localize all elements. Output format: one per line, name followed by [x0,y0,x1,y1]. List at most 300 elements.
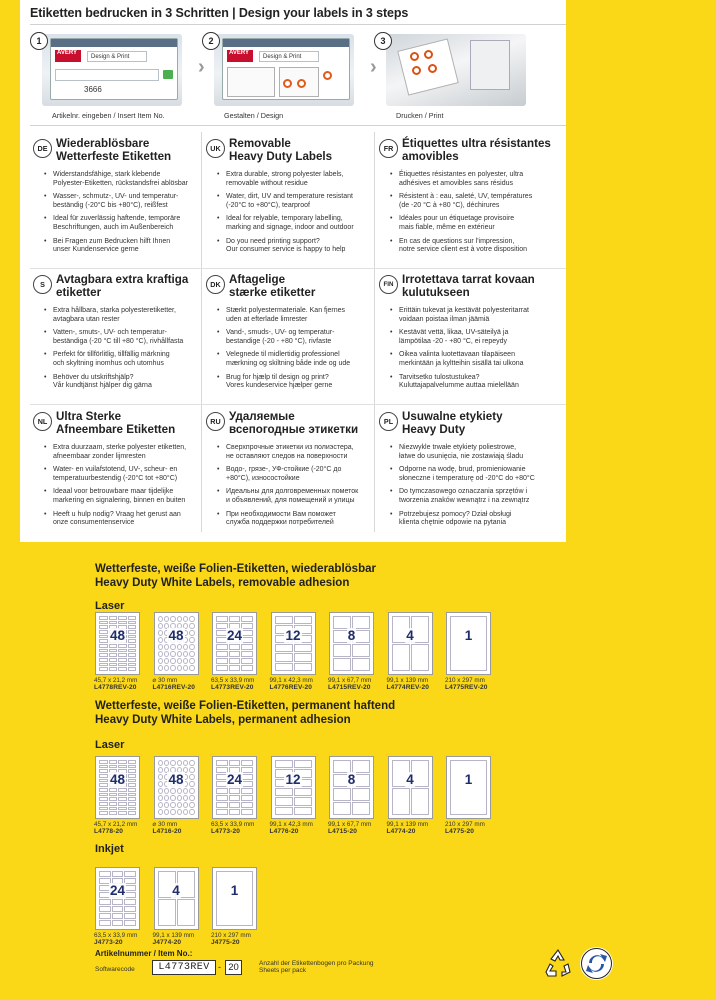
label-cell [189,760,194,766]
label-cell [99,649,108,653]
lang-title: Irrotettava tarrat kovaan kulutukseen [402,273,535,299]
labels-per-sheet: 8 [347,772,356,787]
sheet-meta [94,677,154,692]
label-dot-icon [297,79,306,88]
label-cell [109,658,118,662]
label-cell [164,760,169,766]
label-cell [216,795,228,801]
label-grid [158,616,195,671]
product-code: L4715REV-20 [328,684,371,692]
lang-title: Удаляемые всепогодные этикетки [229,410,359,436]
label-cell [118,621,127,625]
labels-per-sheet: 48 [109,772,126,787]
label-cell [216,665,228,671]
list-item: • Extra hållbara, starka polyesteretiketter, avtagbara utan rester [44,307,183,325]
label-cell [275,788,293,796]
label-cell [118,811,127,815]
label-grid [99,871,136,926]
label-cell [275,807,293,815]
label-cell [170,644,175,650]
label-dot-icon [323,71,332,80]
label-size: 210 x 297 mm [445,677,485,684]
label-grid [99,616,136,671]
product-code: L4775-20 [445,828,475,836]
label-grid [275,616,312,671]
label-cell [99,913,111,919]
label-grid [333,616,370,671]
list-item: • Water, dirt, UV and temperature resistant (-20°C to +80°C), tearproof [217,193,354,211]
label-cell [118,788,127,792]
label-cell [158,899,176,926]
label-cell [333,658,351,671]
list-item: • Сверхпрочные этикетки из полиэстера, не оставляют следов на поверхности [217,444,358,462]
label-size: 63,5 x 33,9 mm [211,677,255,684]
step-1-screenshot [42,34,182,106]
label-cell [118,653,127,657]
labels-per-sheet: 8 [347,628,356,643]
label-cell [128,616,137,620]
list-item: • Stærkt polyestermateriale. Kan fjernes uden at efterlade limrester [217,307,350,325]
labels-per-sheet: 48 [168,772,184,787]
label-cell [241,644,253,650]
label-cell [170,658,175,664]
sheets-per-pack-value: 20 [225,960,242,975]
divider [201,132,202,532]
sheet-meta [211,821,271,836]
website-mockup [50,38,178,100]
label-cell [118,807,127,811]
label-cell [229,802,241,808]
label-cell [109,811,118,815]
labels-per-sheet: 1 [230,883,239,898]
product-code: L4776REV-20 [269,684,313,692]
list-item: • При необходимости Вам поможет служба поддержки потребителей [217,511,358,529]
label-cell [109,807,118,811]
label-cell [352,644,370,657]
label-cell [118,802,127,806]
label-sheet-thumbnail [212,612,257,675]
label-cell [118,658,127,662]
label-cell [99,797,108,801]
label-cell [118,765,127,769]
label-cell [164,616,169,622]
label-cell [294,797,312,805]
bullet-list [44,171,188,260]
labels-per-sheet: 1 [464,772,473,787]
label-cell [128,663,137,667]
go-button-icon [163,70,173,79]
label-cell [229,809,241,815]
chevron-right-icon: › [370,56,377,78]
label-cell [109,663,118,667]
label-cell [109,765,118,769]
label-cell [112,920,124,926]
label-cell [112,871,124,877]
labels-per-sheet: 4 [406,772,414,787]
label-cell [118,649,127,653]
lang-title: Wiederablösbare Wetterfeste Etiketten [56,137,172,163]
label-sheet-thumbnail [329,612,374,675]
label-cell [189,788,194,794]
label-cell [128,788,137,792]
label-cell [275,653,293,661]
label-size: 45,7 x 21,2 mm [94,677,138,684]
lang-badge: RU [206,412,225,431]
label-cell [216,802,228,808]
step-3 [374,30,544,108]
softwarecode-label: Softwarecode [95,966,135,973]
label-size: 99,1 x 67,7 mm [328,821,372,828]
label-cell [99,807,108,811]
label-cell [99,621,108,625]
label-sheet-thumbnail [271,612,316,675]
label-cell [177,788,182,794]
label-cell [352,658,370,671]
label-cell [158,651,163,657]
label-cell [109,644,118,648]
label-cell [158,788,163,794]
step-number: 3 [374,32,392,50]
lang-badge: S [33,275,52,294]
print-type-label: Laser [95,600,125,612]
bullet-list [390,307,529,396]
section-title: Wetterfeste, weiße Folien-Etiketten, wiederablösbar Heavy Duty White Labels, removable adhesion [95,563,376,589]
label-cell [170,788,175,794]
green-dot-icon [580,947,613,980]
label-cell [99,760,108,764]
label-cell [275,663,293,671]
label-cell [128,644,137,648]
list-item: • Идеальны для долговременных пометок и объявлений, для помещений и улицы [217,488,358,506]
label-cell [216,871,253,926]
label-cell [229,651,241,657]
label-dot-icon [283,79,292,88]
label-cell [164,788,169,794]
list-item: • Extra duurzaam, sterke polyester etiketten, afneembaar zonder lijmresten [44,444,186,462]
label-cell [177,809,182,815]
label-cell [99,644,108,648]
sheet-meta [153,677,213,692]
label-cell [177,760,182,766]
list-item: • Ideaal voor betrouwbare maar tijdelijke markering en signalering, binnen en buiten [44,488,186,506]
product-code: L4773REV-20 [211,684,254,692]
label-cell [164,644,169,650]
label-cell [450,616,487,671]
labels-per-sheet: 4 [406,628,414,643]
label-dot-icon [428,64,437,73]
label-cell [109,788,118,792]
sheets-per-pack-label: Anzahl der Etikettenbogen pro Packung Sheets per pack [259,960,374,975]
label-cell [229,665,241,671]
list-item: • Potrzebujesz pomocy? Dział obsługi klienta chętnie odpowie na pytania [390,511,535,529]
label-cell [128,649,137,653]
label-size: 99,1 x 139 mm [152,932,195,939]
label-cell [275,797,293,805]
label-cell [275,760,293,768]
label-cell [183,809,188,815]
label-sheet-thumbnail [388,756,433,819]
label-cell [128,765,137,769]
label-cell [158,809,163,815]
lang-title: Aftagelige stærke etiketter [229,273,316,299]
label-cell [411,788,429,815]
list-item: • Extra durable, strong polyester labels, removable without residue [217,171,354,189]
website-mockup [222,38,350,100]
divider [30,24,566,25]
label-cell [109,621,118,625]
label-cell [189,644,194,650]
sheet-meta [445,821,505,836]
list-item: • Behöver du utskriftshjälp? Vår kundtjänst hjälper dig gärna [44,374,183,392]
label-cell [183,802,188,808]
label-dot-icon [410,52,419,61]
product-code: L4716REV-20 [152,684,196,692]
step-number: 1 [30,32,48,50]
label-cell [216,809,228,815]
list-item: • Heeft u hulp nodig? Vraag het gerust aan onze consumentenservice [44,511,186,529]
label-cell [294,788,312,796]
label-cell [183,658,188,664]
label-cell [241,802,253,808]
label-cell [170,760,175,766]
label-cell [333,644,351,657]
sheet-meta [211,932,271,947]
label-cell [177,658,182,664]
label-cell [158,665,163,671]
label-cell [99,871,111,877]
lang-title: Removable Heavy Duty Labels [229,137,333,163]
label-cell [229,760,241,766]
bullet-list [390,444,535,533]
label-size: 210 x 297 mm [445,821,485,828]
lang-badge: FIN [379,275,398,294]
label-cell [229,658,241,664]
label-cell [109,760,118,764]
label-cell [216,788,228,794]
label-cell [158,658,163,664]
label-cell [170,802,175,808]
label-cell [216,616,228,622]
label-cell [109,616,118,620]
label-cell [177,665,182,671]
label-sheet-thumbnail [271,756,316,819]
label-cell [189,809,194,815]
sheet-meta [270,677,330,692]
product-code: L4716-20 [152,828,182,836]
product-code: L4778-20 [94,828,124,836]
label-cell [183,644,188,650]
product-code: L4775REV-20 [445,684,488,692]
recycle-icon [542,948,574,978]
label-sheet-thumbnail [329,756,374,819]
steps-title: Etiketten bedrucken in 3 Schritten | Design your labels in 3 steps [30,6,409,20]
divider [374,132,375,532]
label-cell [183,651,188,657]
list-item: • Do you need printing support? Our consumer service is happy to help [217,238,354,256]
step-caption: Drucken / Print [396,111,444,120]
label-cell [128,658,137,662]
lang-badge: DK [206,275,225,294]
label-sheet-thumbnail [95,867,140,930]
label-cell [229,795,241,801]
product-code: L4774-20 [386,828,416,836]
label-cell [99,616,108,620]
label-cell [352,788,370,801]
step-number: 2 [202,32,220,50]
list-item: • Водо-, грязе-, УФ-стойкие (-20°C до +80°C), износостойкие [217,466,358,484]
list-item: • Brug for hjælp til design og print? Vores kundeservice hjælper gerne [217,374,350,392]
divider [30,125,566,126]
label-cell [333,802,351,815]
label-cell [177,802,182,808]
labels-per-sheet: 1 [464,628,473,643]
tab-label: Design & Print [87,51,147,62]
label-cell [170,809,175,815]
label-size: 63,5 x 33,9 mm [94,932,138,939]
label-cell [124,920,136,926]
label-cell [99,811,108,815]
label-cell [112,913,124,919]
label-cell [294,760,312,768]
list-item: • Erittäin tukevat ja kestävät polyesteritarrat voidaan poistaa ilman jäämiä [390,307,529,325]
label-sheet-thumbnail [446,612,491,675]
label-cell [177,795,182,801]
label-cell [170,665,175,671]
list-item: • Velegnede til midlertidig professionel mærkning og skiltning både inde og ude [217,351,350,369]
label-cell [183,616,188,622]
sheet-meta [328,821,388,836]
label-cell [216,644,228,650]
list-item: • Vand-, smuds-, UV- og temperatur- bestandige (-20 - +80 °C), rivfaste [217,329,350,347]
sheet-meta [94,821,154,836]
label-size: 99,1 x 42,3 mm [269,821,313,828]
label-cell [450,760,487,815]
label-cell [275,644,293,652]
label-cell [183,760,188,766]
label-cell [99,899,111,905]
softwarecode-value: L4773REV [152,960,216,975]
label-cell [216,651,228,657]
label-cell [99,802,108,806]
label-cell [109,667,118,671]
hand-icon [470,40,510,90]
label-cell [170,795,175,801]
label-cell [241,760,253,766]
label-cell [124,871,136,877]
label-cell [109,653,118,657]
label-grid [392,616,429,671]
item-no-value: 3666 [84,85,102,94]
lang-title: Usuwalne etykiety Heavy Duty [402,410,503,436]
list-item: • Water- en vuilafstotend, UV-, scheur- en temperatuurbestendig (-20°C tot +80°C) [44,466,186,484]
product-code: L4776-20 [269,828,299,836]
labels-per-sheet: 4 [172,883,180,898]
sheet-meta [153,932,213,947]
label-cell [241,616,253,622]
sheet-meta [445,677,505,692]
label-sheet-thumbnail [446,756,491,819]
sheet-meta [211,677,271,692]
label-sheet-thumbnail [388,612,433,675]
tab-label: Design & Print [259,51,319,62]
print-type-label: Laser [95,739,125,751]
label-cell [294,653,312,661]
product-code: L4773-20 [211,828,241,836]
label-cell [275,616,293,624]
bullet-list [44,444,186,533]
label-grid [333,760,370,815]
label-grid [275,760,312,815]
label-cell [128,653,137,657]
label-sheet-thumbnail [154,867,199,930]
label-grid [158,760,195,815]
bullet-list [390,171,532,260]
label-cell [99,663,108,667]
label-cell [158,760,163,766]
label-size: 63,5 x 33,9 mm [211,821,255,828]
label-cell [112,899,124,905]
list-item: • Ideal für zuverlässig haftende, temporäre Beschriftungen, auch im Außenbereich [44,215,188,233]
label-grid [99,760,136,815]
label-cell [158,795,163,801]
list-item: • Niezwykle trwałe etykiety poliestrowe, łatwe do usunięcia, nie zostawiają śladu [390,444,535,462]
label-sheet-thumbnail [95,756,140,819]
label-cell [158,644,163,650]
label-cell [158,616,163,622]
labels-per-sheet: 48 [168,628,184,643]
label-cell [112,906,124,912]
label-cell [216,760,228,766]
label-cell [294,644,312,652]
sheet-meta [270,821,330,836]
article-number-label: Artikelnummer / Item No.: [95,949,193,958]
list-item: • Idéales pour un étiquetage provisoire mais fiable, même en extérieur [390,215,532,233]
label-cell [189,616,194,622]
label-cell [99,667,108,671]
browser-bar [51,39,177,47]
label-cell [294,616,312,624]
lang-title: Ultra Sterke Afneembare Etiketten [56,410,176,436]
label-sheet-thumbnail [212,756,257,819]
label-cell [109,797,118,801]
label-cell [241,665,253,671]
label-sheet-thumbnail [95,612,140,675]
label-grid [450,616,487,671]
lang-badge: NL [33,412,52,431]
label-cell [109,802,118,806]
label-cell [164,809,169,815]
labels-per-sheet: 24 [226,772,243,787]
section-title: Wetterfeste, weiße Folien-Etiketten, permanent haftend Heavy Duty White Labels, permanent adhesion [95,700,396,726]
label-cell [170,651,175,657]
list-item: • Étiquettes résistantes en polyester, ultra adhésives et amovibles sans résidus [390,171,532,189]
product-code: J4773-20 [94,939,123,947]
product-code: J4774-20 [152,939,182,947]
label-cell [118,797,127,801]
step-caption: Artikelnr. eingeben / Insert Item No. [52,111,165,120]
label-size: 45,7 x 21,2 mm [94,821,138,828]
sheet-meta [153,821,213,836]
label-cell [99,765,108,769]
logo-text: AVERY [57,50,78,56]
sheet-meta [328,677,388,692]
label-cell [128,811,137,815]
print-type-label: Inkjet [95,843,124,855]
label-cell [158,802,163,808]
product-code: L4778REV-20 [94,684,137,692]
label-cell [118,793,127,797]
label-grid [216,871,253,926]
